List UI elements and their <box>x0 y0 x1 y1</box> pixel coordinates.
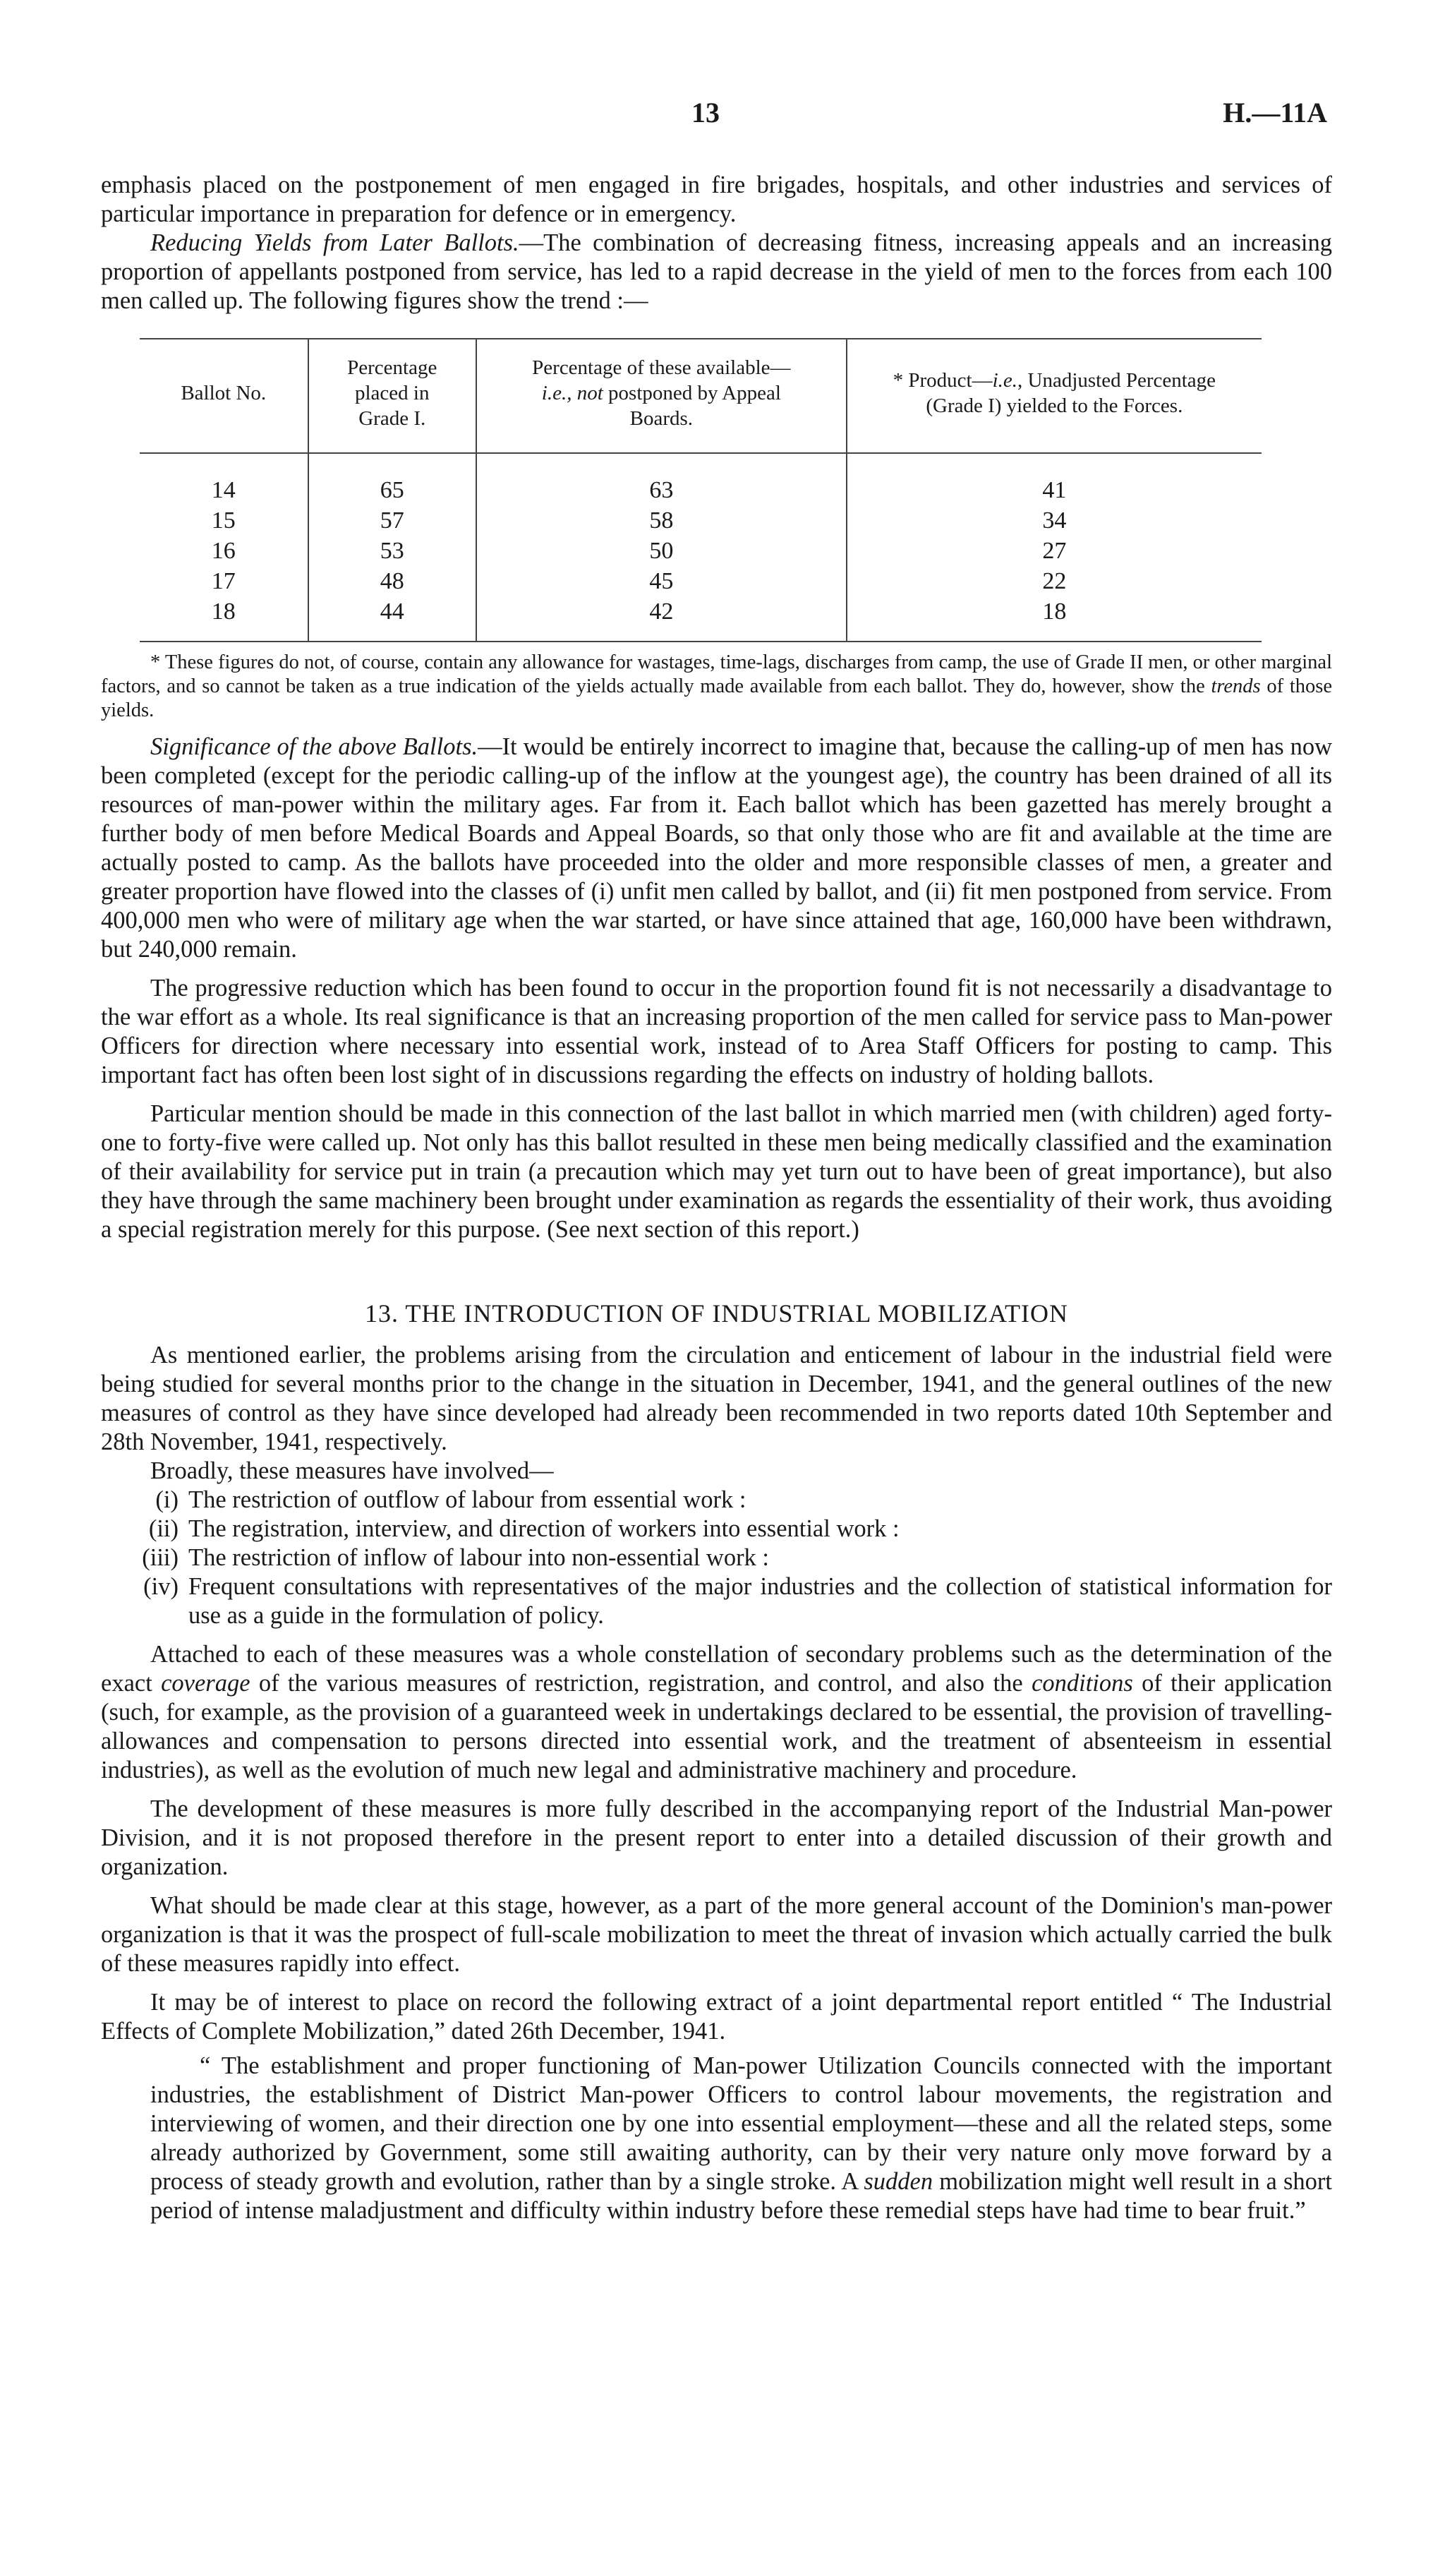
document-reference: H.—11A <box>1223 97 1327 128</box>
list-item-text: Frequent consultations with representatives of the major industries and the collection of statistical information for use as a guide in the formulation of policy. <box>188 1573 1332 1629</box>
cell-grade-i: 48 <box>308 566 477 596</box>
section-title: 13. THE INTRODUCTION OF INDUSTRIAL MOBILIZATION <box>365 1299 1068 1328</box>
cell-grade-i: 53 <box>308 536 477 566</box>
paragraph-progressive-reduction: The progressive reduction which has been found to occur in the proportion found fit is not necessarily a disadvantage to the war effort as a whole. Its real significance is that an increasing proportion of the men called for service pass to Man-power Officers for direction where necessary into essential work, instead of to Area Staff Officers for posting to camp. This important fact has often been lost sight of in discussions regarding the effects on industry of holding ballots. <box>101 975 1332 1088</box>
cell-product: 27 <box>1042 538 1067 564</box>
cell-ballot: 14 <box>140 453 308 505</box>
col-header-available-text <box>527 355 795 431</box>
col-header-product-italic: i.e. <box>992 369 1018 392</box>
list-item-text: The restriction of outflow of labour from essential work : <box>188 1486 746 1513</box>
cell-product: 41 <box>1042 477 1067 503</box>
attached-text-a: Attached to each of these measures was a whole constellation of secondary problems such as the determination of the exact <box>101 1641 1332 1697</box>
col-header-product <box>847 339 1262 453</box>
paragraph-as-mentioned: As mentioned earlier, the problems arising from the circulation and enticement of labour in the industrial field were being studied for several months prior to the change in the situation in December, 1941, and the general outlines of the new measures of control as they have since developed had already been recommended in two reports dated 10th September and 28th November, 1941, respectively. <box>101 1342 1332 1455</box>
table-row <box>140 536 1262 566</box>
table-row <box>140 566 1262 596</box>
page-body <box>101 171 1332 2225</box>
cell-available: 50 <box>476 536 847 566</box>
col-header-available-italic: i.e., not <box>541 382 603 404</box>
cell-ballot: 17 <box>140 566 308 596</box>
col-header-grade-i-text: Percentage placed in Grade I. <box>347 356 437 430</box>
list-item-number: (i) <box>155 1486 179 1513</box>
cell-grade-i: 44 <box>308 596 477 642</box>
cell-grade-i: 65 <box>308 453 477 505</box>
text-reducing-yields: —The combination of decreasing fitness, increasing appeals and an increasing proportion of appellants postponed from service, has led to a rapid decrease in the yield of men to the forces from each 100 men called up. The following figures show the trend :— <box>101 229 1332 314</box>
paragraph-attached <box>101 1640 1332 1785</box>
cell-available: 63 <box>476 453 847 505</box>
cell-product: 34 <box>1042 507 1067 534</box>
attached-italic-conditions: conditions <box>1032 1670 1133 1697</box>
quote-italic-sudden: sudden <box>864 2168 933 2195</box>
quote-text-c: mobilization might well result in a short period of intense maladjustment and difficulty within industry before these remedial steps have had time to bear fruit.” <box>150 2168 1332 2224</box>
list-item-number: (iv) <box>143 1573 179 1600</box>
paragraph-reducing-yields <box>101 229 1332 315</box>
list-item <box>101 1486 1332 1515</box>
ballot-yield-table <box>140 338 1262 642</box>
cell-ballot: 15 <box>140 505 308 536</box>
list-item-number: (iii) <box>142 1544 179 1571</box>
cell-ballot: 18 <box>140 596 308 642</box>
col-header-grade-i <box>308 339 477 453</box>
list-item-text: The restriction of inflow of labour into non-essential work : <box>188 1544 770 1571</box>
cell-available: 45 <box>476 566 847 596</box>
table-footnote <box>101 651 1332 723</box>
text-significance: —It would be entirely incorrect to imagine that, because the calling-up of men has now been completed (except for the periodic calling-up of the inflow at the youngest age), the country has been drained of all its resources of man-power within the military ages. Far from it. Each ballot which has been gazetted has merely brought a further body of men before Medical Boards and Appeal Boards, so that only those who are fit and available at the time are actually posted to camp. As the ballots have proceeded into the older and more responsible classes of men, a greater and greater proportion have flowed into the classes of (i) unfit men called by ballot, and (ii) fit men postponed from service. From 400,000 men who were of military age when the war started, or have since attained that age, 160,000 have been withdrawn, but 240,000 remain. <box>101 733 1332 963</box>
quote-text-a: “ The establishment and proper functioning of Man-power Utilization Councils connected with the important industries, the establishment of District Man-power Officers to control labour movements, the registration and interviewing of women, and their direction one by one into essential employment—these and all the related steps, some already authorized by Government, some still awaiting authority, can by their very nature only move forward by a process of steady growth and evolution, rather than by a single stroke. A <box>150 2052 1332 2195</box>
col-header-product-text <box>892 368 1216 419</box>
col-header-product-b: , Unadjusted Percentage (Grade I) yielded to the Forces. <box>926 369 1216 417</box>
heading-reducing-yields: Reducing Yields from Later Ballots. <box>150 229 519 256</box>
paragraph-emphasis: emphasis placed on the postponement of men engaged in fire brigades, hospitals, and other industries and services of particular importance in preparation for defence or in emergency. <box>101 171 1332 227</box>
footnote-text-a: * These figures do not, of course, contain any allowance for wastages, time-lags, discharges from camp, the use of Grade II men, or other marginal factors, and so cannot be taken as a true indication of the yields actually made available from each ballot. They do, however, show the <box>101 651 1332 697</box>
footnote-text-b: of those yields. <box>101 675 1332 721</box>
cell-available: 58 <box>476 505 847 536</box>
table-row <box>140 596 1262 642</box>
paragraph-particular-mention: Particular mention should be made in this connection of the last ballot in which married men (with children) aged forty-one to forty-five were called up. Not only has this ballot resulted in these men being medically classified and the examination of their availability for service put in train (a precaution which may yet turn out to have been of great importance), but also they have through the same machinery been brought under examination as regards the essentiality of their work, thus avoiding a special registration merely for this purpose. (See next section of this report.) <box>101 1100 1332 1243</box>
page-number: 13 <box>691 97 720 128</box>
paragraph-interest: It may be of interest to place on record the following extract of a joint departmental report entitled “ The Industrial Effects of Complete Mobilization,” dated 26th December, 1941. <box>101 1989 1332 2045</box>
list-item-number: (ii) <box>148 1515 179 1542</box>
paragraph-made-clear: What should be made clear at this stage, however, as a part of the more general account of the Dominion's man-power organization is that it was the prospect of full-scale mobilization to meet the threat of invasion which actually carried the bulk of these measures rapidly into effect. <box>101 1892 1332 1977</box>
table-row <box>140 505 1262 536</box>
cell-product: 22 <box>1042 568 1067 594</box>
paragraph-significance <box>101 733 1332 964</box>
paragraph-development: The development of these measures is more fully described in the accompanying report of the Industrial Man-power Division, and it is not proposed therefore in the present report to enter into a detailed discussion of their growth and organization. <box>101 1795 1332 1880</box>
table-header-row <box>140 339 1262 453</box>
list-item <box>101 1572 1332 1630</box>
col-header-available-b: postponed by Appeal Boards. <box>603 382 781 430</box>
col-header-product-a: * Product— <box>893 369 993 392</box>
cell-grade-i: 57 <box>308 505 477 536</box>
cell-available: 42 <box>476 596 847 642</box>
col-header-available <box>476 339 847 453</box>
block-quote <box>150 2052 1332 2225</box>
attached-text-c: of the various measures of restriction, registration, and control, and also the <box>250 1670 1032 1697</box>
list-item <box>101 1515 1332 1543</box>
cell-product: 18 <box>1042 598 1067 625</box>
attached-text-e: of their application (such, for example, as the provision of a guaranteed week in undertakings declared to be essential, the provision of travelling-allowances and compensation to persons directed into essential work, and the treatment of absenteeism in essential industries), as well as the evolution of much new legal and administrative machinery and procedure. <box>101 1670 1332 1783</box>
list-item-text: The registration, interview, and direction of workers into essential work : <box>188 1515 900 1542</box>
footnote-italic: trends <box>1211 675 1261 697</box>
heading-significance: Significance of the above Ballots. <box>150 733 478 760</box>
measures-list <box>101 1486 1332 1630</box>
col-header-available-a: Percentage of these available— <box>532 356 791 379</box>
table-row <box>140 453 1262 505</box>
attached-italic-coverage: coverage <box>161 1670 250 1697</box>
paragraph-broadly: Broadly, these measures have involved— <box>150 1457 554 1484</box>
col-header-ballot-no: Ballot No. <box>140 339 308 453</box>
list-item <box>101 1543 1332 1572</box>
cell-ballot: 16 <box>140 536 308 566</box>
